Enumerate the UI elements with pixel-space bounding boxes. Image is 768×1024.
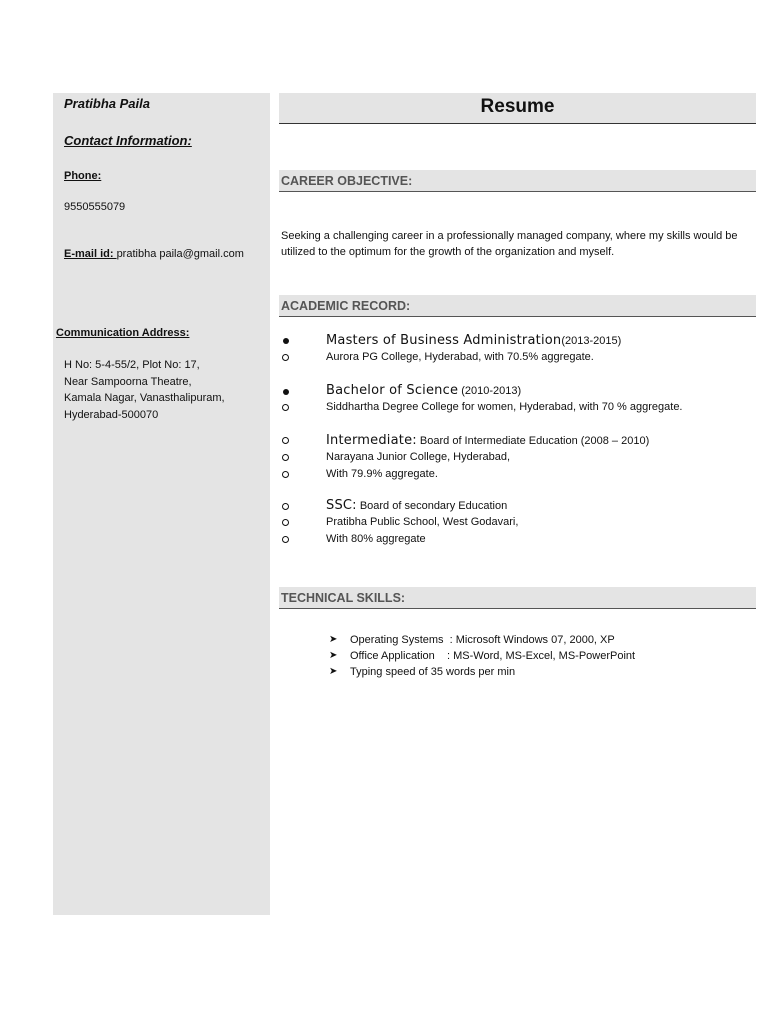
degree-suffix: Board of Intermediate Education (2008 – 2010)	[416, 435, 650, 447]
degree-title: Masters of Business Administration	[326, 333, 562, 348]
degree-title: Bachelor of Science	[326, 383, 459, 398]
bullet-dot-icon	[283, 389, 289, 395]
degree-title: SSC:	[326, 498, 357, 513]
degree-line	[326, 433, 649, 448]
degree-detail: Pratibha Public School, West Godavari,	[326, 516, 519, 528]
circle-bullet-icon	[282, 404, 289, 411]
circle-bullet-icon	[282, 354, 289, 361]
skill-item: Typing speed of 35 words per min	[350, 666, 516, 678]
academic-record-heading: ACADEMIC RECORD:	[279, 295, 756, 317]
contact-heading: Contact Information:	[64, 133, 192, 148]
circle-bullet-icon	[282, 471, 289, 478]
career-objective-text: Seeking a challenging career in a professionally managed company, where my skills would be utilized to the optimum for the growth of the organization and myself.	[281, 230, 738, 258]
circle-bullet-icon	[282, 519, 289, 526]
circle-bullet-icon	[282, 503, 289, 510]
arrow-bullet-icon: ➤	[329, 666, 338, 677]
bullet-dot-icon	[283, 338, 289, 344]
address-line: H No: 5-4-55/2, Plot No: 17,	[64, 359, 200, 371]
degree-detail: Siddhartha Degree College for women, Hyderabad, with 70 % aggregate.	[326, 401, 683, 413]
arrow-bullet-icon: ➤	[329, 650, 338, 661]
degree-suffix: Board of secondary Education	[356, 500, 508, 512]
degree-line	[326, 498, 507, 513]
technical-skills-heading: TECHNICAL SKILLS:	[279, 587, 756, 609]
degree-detail: With 80% aggregate	[326, 533, 426, 545]
contact-sidebar	[53, 93, 270, 915]
address-line: Kamala Nagar, Vanasthalipuram,	[64, 392, 225, 404]
degree-title: Intermediate:	[326, 433, 417, 448]
skill-item: Office Application : MS-Word, MS-Excel, MS-PowerPoint	[350, 650, 636, 662]
address-block	[64, 357, 225, 423]
phone-value: 9550555079	[64, 201, 126, 213]
degree-detail: Narayana Junior College, Hyderabad,	[326, 451, 511, 463]
career-objective-heading: CAREER OBJECTIVE:	[279, 170, 756, 192]
circle-bullet-icon	[282, 536, 289, 543]
degree-line	[326, 333, 621, 348]
degree-detail: With 79.9% aggregate.	[326, 468, 438, 480]
degree-detail: Aurora PG College, Hyderabad, with 70.5% aggregate.	[326, 351, 594, 363]
phone-label: Phone:	[64, 170, 102, 182]
page-title: Resume	[279, 93, 756, 124]
address-label: Communication Address:	[56, 327, 190, 339]
candidate-name: Pratibha Paila	[64, 96, 150, 111]
address-line: Hyderabad-500070	[64, 408, 159, 421]
email-label: E-mail id:	[64, 248, 117, 260]
circle-bullet-icon	[282, 437, 289, 444]
circle-bullet-icon	[282, 454, 289, 461]
email-line	[64, 248, 244, 260]
arrow-bullet-icon: ➤	[329, 634, 338, 645]
degree-suffix: (2013-2015)	[561, 335, 622, 347]
email-value: pratibha paila@gmail.com	[116, 248, 244, 260]
address-line: Near Sampoorna Theatre,	[64, 375, 192, 388]
degree-line	[326, 383, 521, 398]
skill-item: Operating Systems : Microsoft Windows 07, 2000, XP	[350, 634, 615, 646]
degree-suffix: (2010-2013)	[458, 385, 522, 397]
